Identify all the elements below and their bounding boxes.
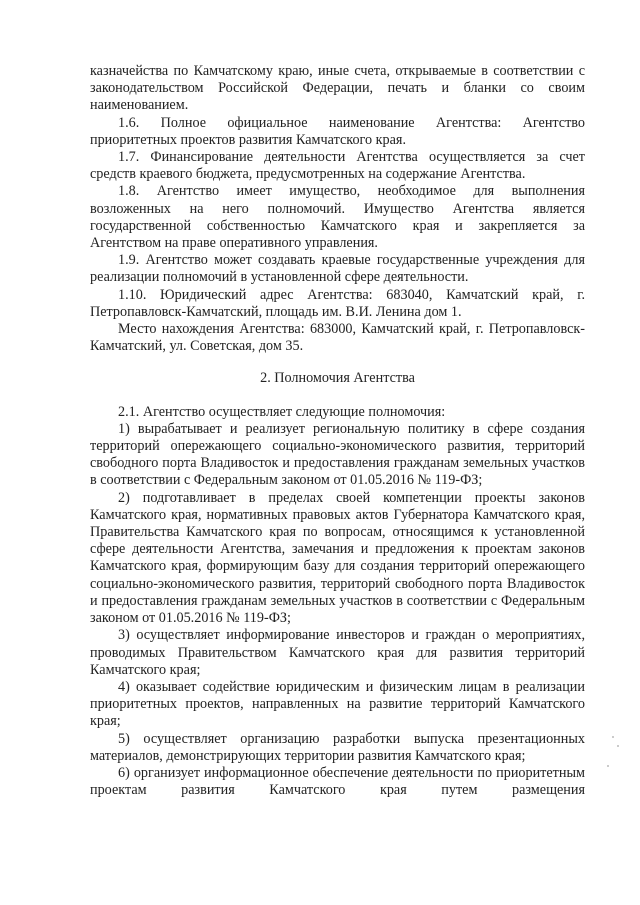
paragraph-1-6: 1.6. Полное официальное наименование Агентства: Агентство приоритетных проектов развития Камчатского края.	[90, 114, 585, 148]
paragraph-1-9: 1.9. Агентство может создавать краевые государственные учреждения для реализации полномочий в установленной сфере деятельности.	[90, 252, 585, 286]
paragraph-1-10: 1.10. Юридический адрес Агентства: 683040, Камчатский край, г. Петропавловск-Камчатский, площадь им. В.И. Ленина дом 1.	[90, 286, 585, 320]
list-item-4: 4) оказывает содействие юридическим и физическим лицам в реализации приоритетных проектов, направленных на развитие территорий Камчатского края;	[90, 678, 585, 730]
list-item-3: 3) осуществляет информирование инвесторов и граждан о мероприятиях, проводимых Правительством Камчатского края для развития территорий Камчатского края;	[90, 627, 585, 678]
section-title: 2. Полномочия Агентства	[260, 370, 415, 387]
list-item-2: 2) подготавливает в пределах своей компетенции проекты законов Камчатского края, нормативных правовых актов Губернатора Камчатского края, Правительства Камчатского края по вопросам, относящимся к установленной сфере деятельности Агентства, замечания и предложения к проектам законов Камчатского края, формирующим базу для создания территорий опережающего социально-экономического развития, территорий свободного порта Владивосток и предоставления гражданам земельных участков в соответствии с Федеральным законом от 01.05.2016 № 119-ФЗ;	[90, 489, 585, 627]
paragraph-location: Место нахождения Агентства: 683000, Камчатский край, г. Петропавловск-Камчатский, ул. Советская, дом 35.	[90, 321, 585, 355]
paragraph-2-1: 2.1. Агентство осуществляет следующие полномочия:	[118, 403, 446, 420]
document-body	[90, 63, 585, 799]
scan-speck	[617, 745, 619, 747]
scan-speck	[612, 736, 614, 738]
paragraph-1-7: 1.7. Финансирование деятельности Агентства осуществляется за счет средств краевого бюджета, предусмотренных на содержание Агентства.	[90, 149, 585, 183]
paragraph-treasury-accounts: казначейства по Камчатскому краю, иные счета, открываемые в соответствии с законодательством Российской Федерации, печать и бланки со своим наименованием.	[90, 63, 585, 114]
list-item-6: 6) организует информационное обеспечение деятельности по приоритетным проектам развития Камчатского края путем размещения	[90, 764, 585, 799]
paragraph-1-8: 1.8. Агентство имеет имущество, необходимое для выполнения возложенных на него полномочий. Имущество Агентства является государственной собственностью Камчатского края и закрепляется за Агентством на праве оперативного управления.	[90, 183, 585, 252]
list-item-1: 1) вырабатывает и реализует региональную политику в сфере создания территорий опережающего социально-экономического развития, территорий свободного порта Владивосток и предоставления гражданам земельных участков в соответствии с Федеральным законом от 01.05.2016 № 119-ФЗ;	[90, 420, 585, 489]
list-item-5: 5) осуществляет организацию разработки выпуска презентационных материалов, демонстрирующих территории развития Камчатского края;	[90, 730, 585, 764]
scan-speck	[607, 765, 609, 767]
